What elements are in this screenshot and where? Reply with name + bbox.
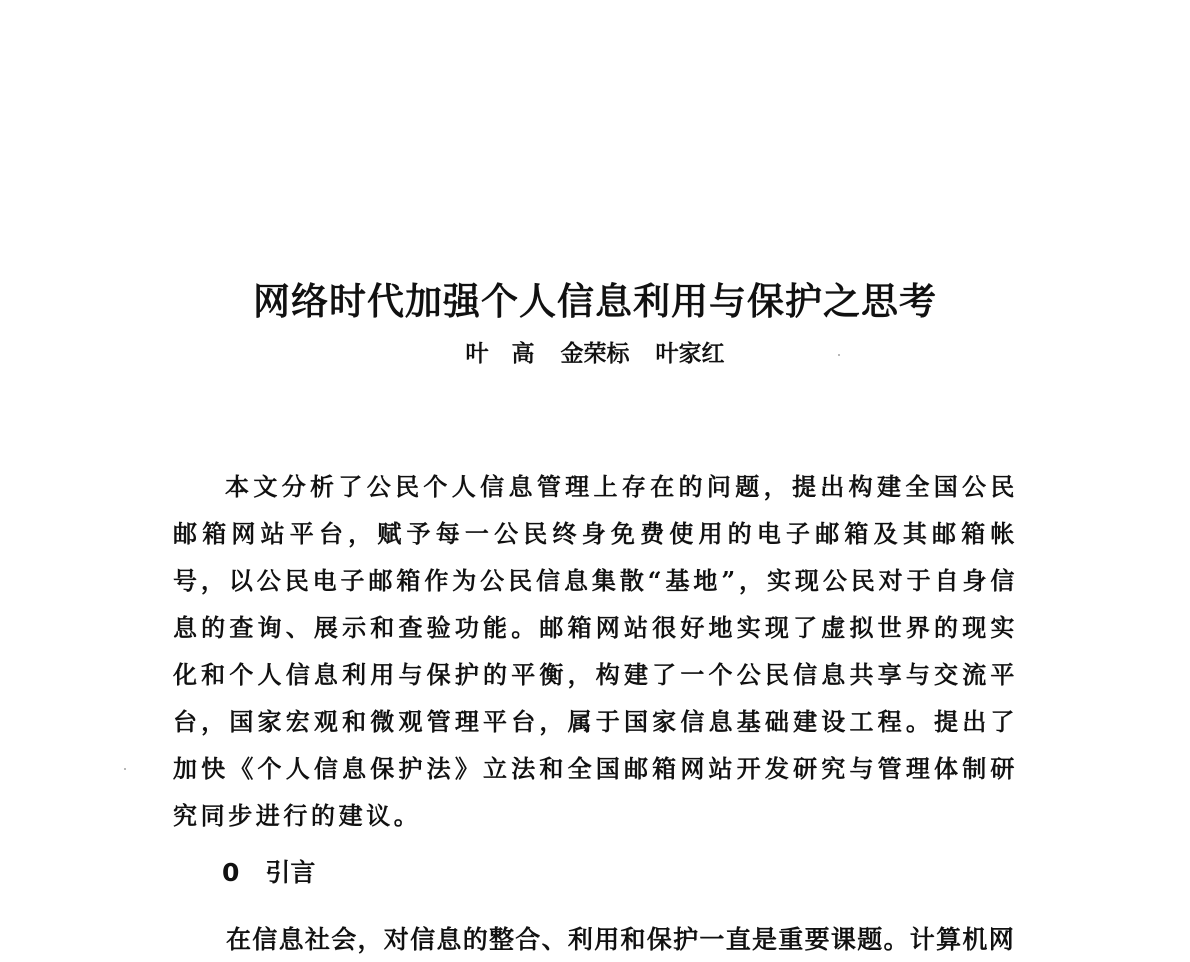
author-name: 叶 高 [465, 340, 535, 367]
paper-title: 网络时代加强个人信息利用与保护之思考 [253, 280, 937, 323]
author-name: 叶家红 [655, 340, 725, 367]
scan-speck [124, 768, 126, 770]
body-paragraph: 在信息社会，对信息的整合、利用和保护一直是重要课题。计算机网 [226, 925, 1016, 954]
author-list [150, 338, 1040, 370]
scan-speck [838, 354, 840, 356]
section-title: 引言 [265, 858, 316, 887]
author-name: 金荣标 [560, 340, 630, 367]
abstract-paragraph: 本文分析了公民个人信息管理上存在的问题，提出构建全国公民邮箱网站平台，赋予每一公民终身免费使用的电子邮箱及其邮箱帐号，以公民电子邮箱作为公民信息集散“基地”，实现公民对于自身信息的查询、展示和查验功能。邮箱网站很好地实现了虚拟世界的现实化和个人信息利用与保护的平衡，构建了一个公民信息共享与交流平台，国家宏观和微观管理平台，属于国家信息基础建设工程。提出了加快《个人信息保护法》立法和全国邮箱网站开发研究与管理体制研究同步进行的建议。 [173, 472, 1018, 830]
section-heading [222, 853, 315, 893]
section-number: 0 [222, 858, 240, 887]
